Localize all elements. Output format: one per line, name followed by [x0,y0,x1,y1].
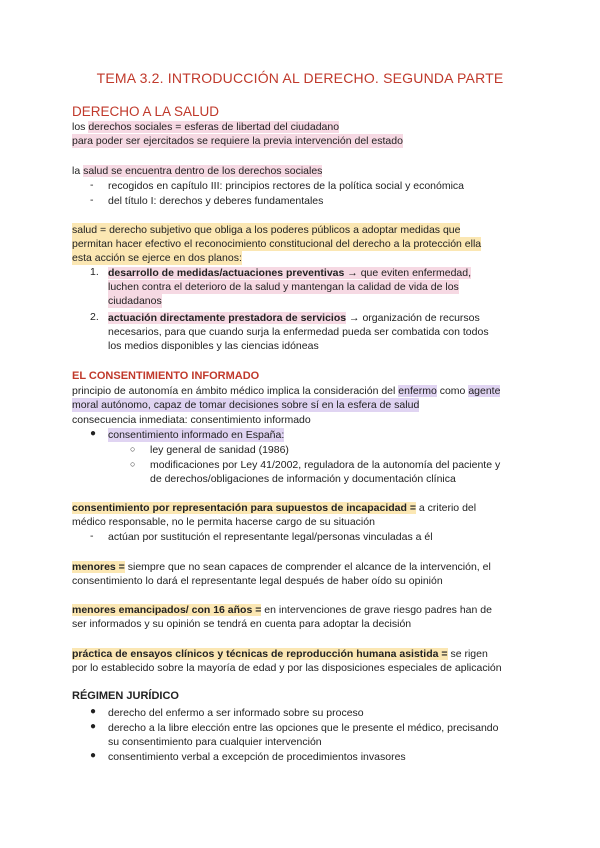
section-heading-salud: DERECHO A LA SALUD [72,104,220,119]
text-line: salud = derecho subjetivo que obliga a los poderes públicos a adoptar medidas que [72,224,461,236]
bullet-icon: ● [90,706,97,717]
text-line: esta acción se ejerce en dos planos: [72,252,242,264]
list-item: del título I: derechos y deberes fundamentales [108,195,324,207]
text-line: práctica de ensayos clínicos y técnicas de reproducción humana asistida = se rigen [72,648,488,660]
dash-marker: - [90,194,94,206]
list-item: recogidos en capítulo III: principios rectores de la política social y económica [108,180,465,192]
text-line: su consentimiento para cualquier intervención [108,736,322,748]
list-item: consentimiento verbal a excepción de procedimientos invasores [108,751,406,763]
text-line: luchen contra el deterioro de la salud y mantengan la calidad de vida de los [108,281,459,293]
dash-marker: - [90,530,94,542]
page-title: TEMA 3.2. INTRODUCCIÓN AL DERECHO. SEGUNDA PARTE [96,70,504,86]
list-item: desarrollo de medidas/actuaciones preventivas → que eviten enfermedad, [108,267,472,279]
bullet-icon: ● [90,428,97,439]
text-line: para poder ser ejercitados se requiere la previa intervención del estado [72,135,403,147]
text-line: los derechos sociales = esferas de libertad del ciudadano [72,121,340,133]
text-line: consentimiento lo dará el representante legal después de haber oído su opinión [72,575,443,587]
list-item: derecho a la libre elección entre las opciones que le presente el médico, precisando [108,722,499,734]
list-item: ley general de sanidad (1986) [150,444,289,456]
text-line: menores = siempre que no sean capaces de comprender el alcance de la intervención, el [72,561,491,573]
section-heading-regimen: RÉGIMEN JURÍDICO [72,690,179,702]
list-number: 1. [90,266,99,278]
list-item: actúan por sustitución el representante legal/personas vinculadas a él [108,531,433,543]
text-line: consecuencia inmediata: consentimiento informado [72,414,311,426]
list-item: modificaciones por Ley 41/2002, reguladora de la autonomía del paciente y [150,459,501,471]
text-line: necesarios, para que cuando surja la enfermedad pueda ser combatida con todos [108,326,489,338]
text-line: menores emancipados/ con 16 años = en intervenciones de grave riesgo padres han de [72,604,492,616]
text-line: principio de autonomía en ámbito médico implica la consideración del enfermo como agente [72,385,501,397]
text-line: la salud se encuentra dentro de los derechos sociales [72,165,323,177]
list-item: consentimiento informado en España: [108,429,285,441]
list-item: derecho del enfermo a ser informado sobre su proceso [108,707,364,719]
list-item: actuación directamente prestadora de servicios → organización de recursos [108,312,480,324]
circle-bullet-icon: ○ [130,459,136,469]
text-line: moral autónomo, capaz de tomar decisiones sobre sí en la esfera de salud [72,399,420,411]
text-line: ciudadanos [108,295,162,307]
text-line: médico responsable, no le permita hacerse cargo de su situación [72,516,375,528]
text-line: por lo establecido sobre la mayoría de edad y por las disposiciones especiales de aplicación [72,662,502,674]
text-line: consentimiento por representación para supuestos de incapacidad = a criterio del [72,502,477,514]
circle-bullet-icon: ○ [130,444,136,454]
section-heading-consentimiento: EL CONSENTIMIENTO INFORMADO [72,370,260,382]
dash-marker: - [90,179,94,191]
bullet-icon: ● [90,721,97,732]
list-number: 2. [90,311,99,323]
text-line: de derechos/obligaciones de información y documentación clínica [150,473,456,485]
bullet-icon: ● [90,750,97,761]
text-line: ser informados y su opinión se tendrá en cuenta para adoptar la decisión [72,618,412,630]
text-line: los medios disponibles y las ciencias idóneas [108,340,319,352]
text-line: permitan hacer efectivo el reconocimiento constitucional del derecho a la protección ella [72,238,482,250]
